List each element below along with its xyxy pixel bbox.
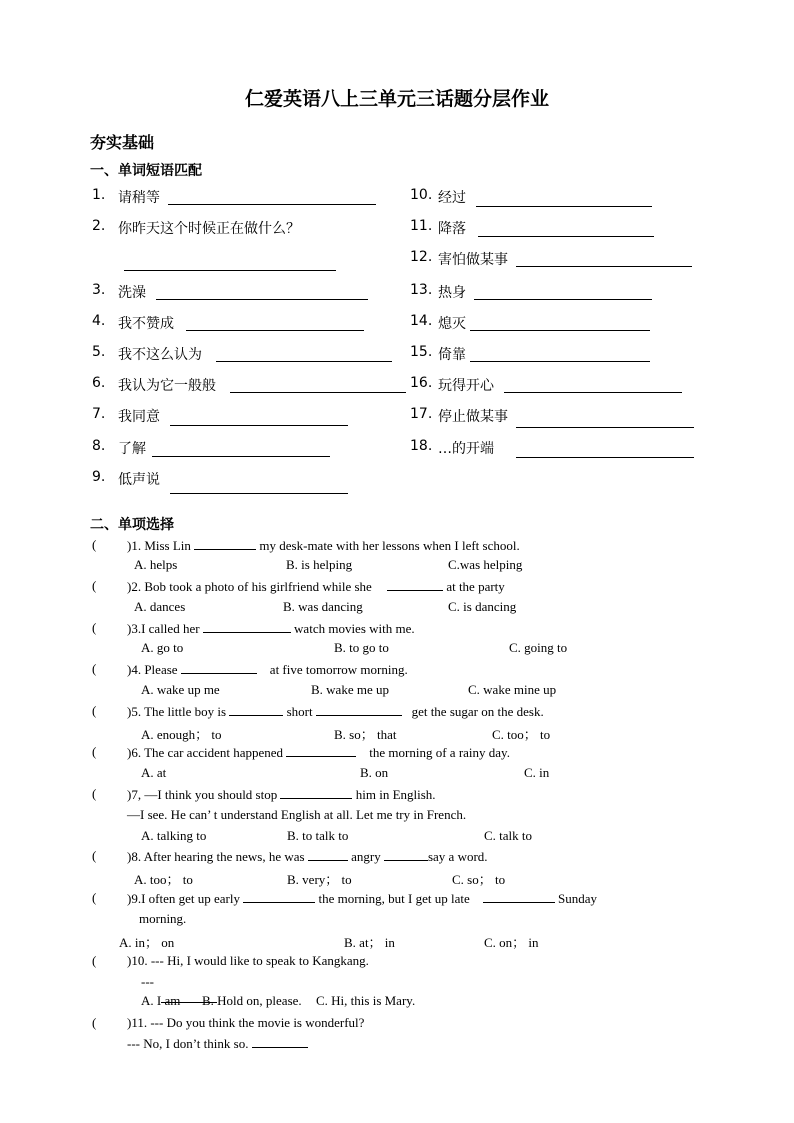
answer-blank[interactable]	[252, 1035, 308, 1048]
paren-open: (	[92, 1015, 97, 1030]
answer-line[interactable]	[186, 330, 364, 331]
item-number: 17.	[410, 406, 433, 422]
item-number: 15.	[410, 344, 433, 360]
option-a[interactable]: A. helps	[134, 557, 178, 572]
answer-blank[interactable]	[483, 890, 555, 903]
stem-text: )7, —I think you should stop	[127, 787, 278, 802]
vocab-item	[410, 375, 494, 394]
option-c[interactable]: C. in	[524, 765, 550, 780]
paren-open: (	[92, 578, 97, 593]
answer-blank[interactable]	[308, 848, 348, 861]
section-heading: 夯实基础	[90, 133, 155, 152]
stem-text: )9.I often get up early	[127, 891, 240, 906]
vocab-item	[410, 282, 466, 301]
option-a[interactable]: A. at	[141, 765, 167, 780]
stem-text: angry	[351, 849, 381, 864]
item-number: 12.	[410, 249, 433, 265]
vocab-item	[92, 313, 174, 332]
stem-text: Sunday	[558, 891, 598, 906]
answer-blank[interactable]	[203, 620, 291, 633]
item-text: …的开端	[438, 441, 494, 457]
answer-line[interactable]	[474, 299, 652, 300]
stem-text: )4. Please	[127, 662, 178, 677]
item-text: 了解	[118, 441, 146, 457]
item-text: 你昨天这个时候正在做什么？	[118, 221, 300, 237]
option-c[interactable]: C. Hi, this is Mary.	[316, 993, 416, 1008]
item-number: 6.	[92, 375, 106, 391]
stem-text: short	[286, 704, 313, 719]
item-text: 我认为它一般般	[118, 378, 216, 394]
answer-line[interactable]	[152, 456, 330, 457]
paren-open: (	[92, 744, 97, 759]
part2-heading: 二、单项选择	[90, 517, 174, 533]
item-number: 4.	[92, 313, 106, 329]
option-a[interactable]: A. dances	[134, 599, 186, 614]
option-a[interactable]: A. enough； to	[141, 727, 222, 742]
vocab-item	[410, 438, 494, 457]
item-number: 11.	[410, 218, 433, 234]
item-text: 害怕做某事	[438, 252, 508, 268]
option-c[interactable]: C. wake mine up	[468, 682, 557, 697]
paren-open: (	[92, 661, 97, 676]
stem-text: the morning of a rainy day.	[369, 745, 510, 760]
vocab-item	[410, 344, 466, 363]
option-b[interactable]: B. is helping	[286, 557, 353, 572]
option-b[interactable]: B. to talk to	[287, 828, 349, 843]
answer-line[interactable]	[170, 493, 348, 494]
item-text: 洗澡	[118, 285, 146, 301]
answer-line[interactable]	[168, 204, 376, 205]
paren-open: (	[92, 786, 97, 801]
vocab-item	[92, 187, 160, 206]
answer-line[interactable]	[516, 457, 694, 458]
vocab-item	[410, 187, 466, 206]
answer-line[interactable]	[170, 425, 348, 426]
stem-text: ---	[141, 974, 154, 989]
vocab-item	[92, 344, 202, 363]
item-number: 2.	[92, 218, 106, 234]
vocab-item	[92, 469, 160, 488]
stem-text: my desk-mate with her lessons when I left school.	[259, 538, 520, 553]
vocab-item	[92, 282, 146, 301]
option-b[interactable]: B. very； to	[287, 872, 352, 887]
question-stem	[127, 703, 544, 720]
item-text: 低声说	[118, 472, 160, 488]
answer-line[interactable]	[476, 206, 652, 207]
vocab-item	[410, 406, 508, 425]
item-number: 1.	[92, 187, 106, 203]
vocab-item	[92, 406, 160, 425]
option-c[interactable]: C. too； to	[492, 727, 551, 742]
item-text: 经过	[438, 190, 466, 206]
item-number: 13.	[410, 282, 433, 298]
answer-blank[interactable]	[243, 890, 315, 903]
option-b[interactable]: B. Hold on, please.	[202, 993, 302, 1008]
option-c[interactable]: C.was helping	[448, 557, 523, 572]
option-a[interactable]: A. go to	[141, 640, 184, 655]
item-number: 8.	[92, 438, 106, 454]
stem-text: )10. --- Hi, I would like to speak to Kangkang.	[127, 953, 369, 968]
item-number: 16.	[410, 375, 433, 391]
option-b[interactable]: B. so； that	[334, 727, 397, 742]
vocab-item	[410, 313, 466, 332]
item-number: 9.	[92, 469, 106, 485]
stem-text: watch movies with me.	[294, 621, 415, 636]
answer-blank[interactable]	[194, 537, 256, 550]
page-title: 仁爱英语八上三单元三话题分层作业	[244, 88, 549, 110]
option-a[interactable]: A. wake up me	[141, 682, 220, 697]
paren-open: (	[92, 953, 97, 968]
answer-blank[interactable]	[181, 661, 257, 674]
vocab-item	[92, 438, 146, 457]
option-c[interactable]: C. so； to	[452, 872, 506, 887]
stem-text: say a word.	[427, 849, 488, 864]
answer-blank[interactable]	[316, 703, 402, 716]
item-text: 停止做某事	[438, 409, 508, 425]
item-number: 10.	[410, 187, 433, 203]
answer-line[interactable]	[156, 299, 368, 300]
stem-text: )1. Miss Lin	[127, 538, 191, 553]
stem-text: )11. --- Do you think the movie is wonderful?	[127, 1015, 365, 1030]
item-text: 请稍等	[118, 190, 160, 206]
vocab-item	[410, 249, 508, 268]
stem-text: him in English.	[355, 787, 436, 802]
item-text: 我不这么认为	[118, 347, 202, 363]
dialogue-line: —I see. He can’ t understand English at all. Let me try in French.	[127, 807, 467, 822]
vocab-item	[410, 218, 466, 237]
part1-heading: 一、单词短语匹配	[90, 163, 202, 179]
answer-blank[interactable]	[229, 703, 283, 716]
answer-blank[interactable]	[384, 848, 428, 861]
stem-text: --- No, I don’t think so.	[127, 1036, 249, 1051]
stem-text: at the party	[446, 579, 505, 594]
vocab-item	[92, 218, 300, 237]
option-b[interactable]: B. wake me up	[311, 682, 389, 697]
answer-line[interactable]	[504, 392, 682, 393]
paren-open: (	[92, 620, 97, 635]
answer-line[interactable]	[516, 427, 694, 428]
question-stem	[127, 578, 505, 595]
item-number: 5.	[92, 344, 106, 360]
stem-text: )8. After hearing the news, he was	[127, 849, 305, 864]
answer-line[interactable]	[230, 392, 406, 393]
option-a[interactable]: A. too； to	[134, 872, 193, 887]
item-text: 热身	[438, 285, 466, 301]
stem-text: get the sugar on the desk.	[411, 704, 544, 719]
item-text: 我同意	[118, 409, 160, 425]
answer-blank[interactable]	[280, 786, 352, 799]
question-stem	[127, 661, 408, 678]
paren-open: (	[92, 890, 97, 905]
option-b[interactable]: B. to go to	[334, 640, 389, 655]
answer-line[interactable]	[124, 270, 336, 271]
item-number: 14.	[410, 313, 433, 329]
answer-blank[interactable]	[387, 578, 443, 591]
stem-text: the morning, but I get up late	[318, 891, 470, 906]
answer-line[interactable]	[216, 361, 392, 362]
question-stem	[127, 953, 369, 969]
option-a[interactable]: A. in； on	[119, 935, 175, 950]
option-b[interactable]: B. at； in	[344, 935, 395, 950]
paren-open: (	[92, 848, 97, 863]
stem-text: at five tomorrow morning.	[269, 662, 408, 677]
question-stem	[127, 848, 488, 865]
question-stem	[127, 537, 520, 554]
paren-open: (	[92, 537, 97, 552]
option-b[interactable]: B. was dancing	[283, 599, 363, 614]
option-a[interactable]: A. talking to	[141, 828, 207, 843]
stem-continuation: morning.	[139, 911, 187, 926]
item-text: 熄灭	[438, 316, 466, 332]
option-c[interactable]: C. talk to	[484, 828, 533, 843]
paren-open: (	[92, 703, 97, 718]
answer-line[interactable]	[470, 330, 650, 331]
vocab-item	[92, 375, 216, 394]
option-c[interactable]: C. on； in	[484, 935, 539, 950]
question-stem	[127, 890, 597, 907]
dialogue-line	[127, 1035, 308, 1052]
question-stem	[127, 1015, 364, 1031]
item-number: 7.	[92, 406, 106, 422]
question-stem	[127, 620, 415, 637]
option-c[interactable]: C. going to	[509, 640, 568, 655]
stem-text: )3.I called her	[127, 621, 200, 636]
item-text: 我不赞成	[118, 316, 174, 332]
answer-line[interactable]	[470, 361, 650, 362]
item-number: 18.	[410, 438, 433, 454]
item-text: 降落	[438, 221, 466, 237]
stem-text: )6. The car accident happened	[127, 745, 284, 760]
question-stem	[127, 744, 510, 761]
answer-line[interactable]	[478, 236, 654, 237]
question-stem	[127, 786, 436, 803]
item-text: 倚靠	[438, 347, 466, 363]
item-number: 3.	[92, 282, 106, 298]
item-text: 玩得开心	[438, 378, 494, 394]
answer-line[interactable]	[516, 266, 692, 267]
answer-blank[interactable]	[286, 744, 356, 757]
stem-text: )5. The little boy is	[127, 704, 227, 719]
option-a[interactable]: A. I am	[141, 993, 181, 1008]
stem-text: )2. Bob took a photo of his girlfriend while she	[127, 579, 372, 594]
option-b[interactable]: B. on	[360, 765, 389, 780]
option-c[interactable]: C. is dancing	[448, 599, 517, 614]
